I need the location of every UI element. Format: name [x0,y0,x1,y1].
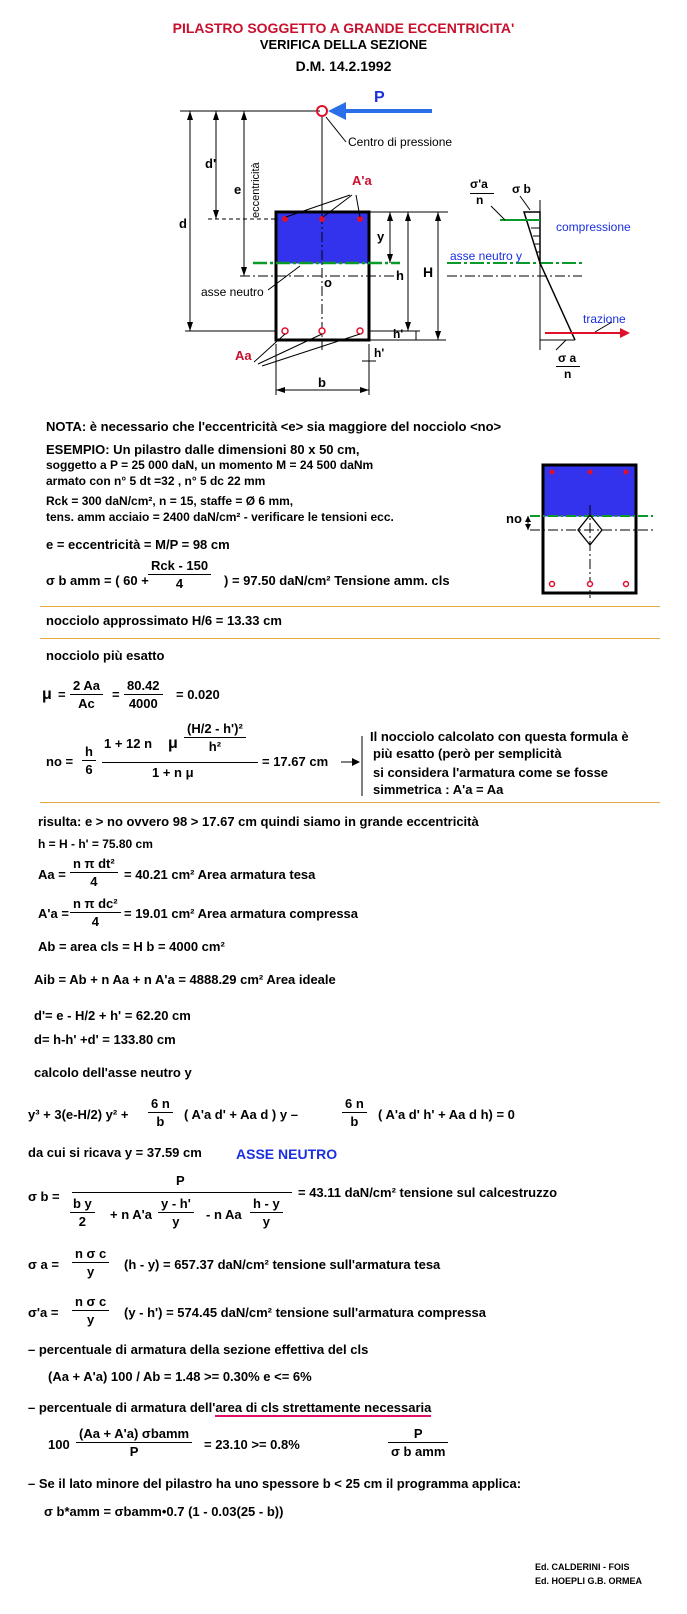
eq-sigma-b-amm-fraction: Rck - 150 4 [148,558,211,591]
eq-percent-2-prefix: – percentuale di armatura dell'area di cls strettamente necessaria [28,1400,432,1415]
dim-d: d [179,216,187,231]
eq-sigma-a-fraction: $\frac{\text{n σ c}}{y}$ [72,1246,109,1279]
eq-sigma-b-den-4: - n Aa [206,1207,242,1222]
sigma-a-n: n [564,367,572,381]
sigma-b-label: σ b [512,182,531,196]
eq-Apa-right: = 19.01 cm² Area armatura compressa [124,906,359,921]
eq-sigma-b-amm-left: σ b amm = ( 60 + [46,573,149,588]
example-line-2: soggetto a P = 25 000 daN, un momento M = 24 500 daNm [46,458,374,472]
eq-risulta: risulta: e > no ovvero 98 > 17.67 cm quindi siamo in grande eccentricità [38,814,479,829]
eq-percent-2-result: = 23.10 >= 0.8% [204,1437,300,1452]
eq-mu-fraction-1: $\frac{2 Aa}{Ac}$ [70,678,103,711]
eq-no-numerator-a: 1 + 12 n [104,736,153,751]
sigma-prime-a-label: σ'a [470,177,488,191]
eq-sigma-a-symbol: σ a = [28,1257,59,1272]
eq-no-left: no = [46,754,74,769]
eq-no-h-over-6: $\frac{h}{6}$ [82,744,96,777]
nota-text: NOTA: è necessario che l'eccentricità <e> sia maggiore del nocciolo <no> [46,419,502,434]
eq-sigma-a-result: (h - y) = 657.37 daN/cm² tensione sull'armatura tesa [124,1257,441,1272]
separator [40,802,660,803]
neutral-axis-title: ASSE NEUTRO [236,1146,338,1162]
eq-no-result: = 17.67 cm [262,754,329,769]
eq-sigma-prime-a-fraction: $\frac{\text{n σ c}}{y}$ [72,1294,109,1327]
eq-calc-axis: calcolo dell'asse neutro y [34,1065,192,1080]
eq-nocciolo-exact: nocciolo più esatto [46,648,165,663]
note-line-4: simmetrica : A'a = Aa [373,782,504,797]
label-compressed-rebar: A'a [352,173,372,188]
eq-sigma-b-den-5: $\frac{h - y}{y}$ [250,1196,283,1229]
dim-h-prime: h' [393,327,404,341]
eq-d-prime: d'= e - H/2 + h' = 62.20 cm [34,1008,191,1023]
dim-d-prime: d' [205,156,217,171]
dim-H: H [423,264,434,280]
eq-percent-2-underlined: area di cls strettamente necessaria [215,1400,432,1415]
eq-sigma-b-den-3: $\frac{y - h'}{y}$ [158,1196,194,1229]
dim-e: e [234,182,242,197]
note-line-2: più esatto (però per semplicità [373,746,562,761]
eq-percent-2-100: 100 [48,1437,70,1452]
example-line-3: armato con n° 5 dt =32 , n° 5 dc 22 mm [46,474,266,488]
eq-mu-equals: = [58,687,66,702]
eq-sigma-b-numerator: P [176,1173,185,1188]
example-line-1: ESEMPIO: Un pilastro dalle dimensioni 80 x 50 cm, [46,442,360,457]
eq-cubic-c: ( A'a d' h' + Aa d h) = 0 [378,1107,515,1122]
eq-sigma-b-den-1: $\frac{\text{b y}}{2}$ [70,1196,95,1229]
eq-mu-equals-2: = [112,687,120,702]
note-line-1: Il nocciolo calcolato con questa formula è [370,729,629,744]
norm-reference: D.M. 14.2.1992 [295,58,392,74]
eq-d: d= h-h' +d' = 133.80 cm [34,1032,176,1047]
footer-publisher-1: Ed. CALDERINI - FOIS [535,1562,630,1572]
kern-no-label: no [506,511,522,526]
pressure-center-label: Centro di pressione [348,135,453,149]
dim-h-prime-bottom: h' [374,346,385,360]
eq-mu-result: = 0.020 [176,687,220,702]
eq-sigma-b-amm-right: ) = 97.50 daN/cm² Tensione amm. cls [224,573,450,588]
eccentricity-label: eccentricità [250,162,262,218]
eq-cubic-fraction-2: $\frac{6 n}{b}$ [342,1096,367,1129]
eq-no-numerator-mu: μ [168,735,178,752]
page-title: PILASTRO SOGGETTO A GRANDE ECCENTRICITA' [172,20,515,36]
eq-sigma-b-result: = 43.11 daN/cm² tensione sul calcestruzzo [298,1185,558,1200]
neutral-axis-y-label: asse neutro y [450,249,523,263]
eq-side-condition: – Se il lato minore del pilastro ha uno spessore b < 25 cm il programma applica: [28,1476,522,1491]
eq-no-inner-fraction: $\frac{\text{(H/2 - h')²}}{\text{h²}}$ [184,721,246,754]
sigma-prime-a-n: n [476,193,484,207]
neutral-axis-label: asse neutro [201,285,264,299]
footer-publisher-2: Ed. HOEPLI G.B. ORMEA [535,1576,643,1586]
eq-mu-symbol: μ [42,686,52,703]
centroid-o: o [324,275,332,290]
dim-y: y [377,229,385,244]
traction-label: trazione [583,312,626,326]
eq-percent-2-fraction: (Aa + A'a) σbamm P [76,1426,192,1459]
eq-Aa-fraction: $\frac{\text{n π dt²}}{4}$ [70,856,118,889]
eq-sigma-b-symbol: σ b = [28,1189,60,1204]
eq-Aa-left: Aa = [38,867,66,882]
eq-Ab: Ab = area cls = H b = 4000 cm² [38,939,225,954]
eq-sigma-prime-a-symbol: σ'a = [28,1305,59,1320]
eq-side-formula: σ b*amm = σbamm•0.7 (1 - 0.03(25 - b)) [44,1504,284,1519]
load-label: P [374,89,385,106]
example-line-4: Rck = 300 daN/cm², n = 15, staffe = Ø 6 mm, [46,494,294,508]
note-line-3: si considera l'armatura come se fosse [373,765,609,780]
eq-cubic-a: y³ + 3(e-H/2) y² + [28,1107,129,1122]
eq-y-result: da cui si ricava y = 37.59 cm [28,1145,202,1160]
sigma-a-label: σ a [558,351,577,365]
eq-sigma-prime-a-result: (y - h') = 574.45 daN/cm² tensione sull'armatura compressa [124,1305,487,1320]
dim-b: b [318,375,326,390]
eq-no-denominator: 1 + n μ [152,765,194,780]
eq-sigma-b-den-2: + n A'a [110,1207,152,1222]
page-subtitle: VERIFICA DELLA SEZIONE [259,37,428,52]
eq-Aib: Aib = Ab + n Aa + n A'a = 4888.29 cm² Area ideale [34,972,336,987]
compression-label: compressione [556,220,631,234]
eq-eccentricity: e = eccentricità = M/P = 98 cm [46,537,230,552]
eq-percent-2-p-over-sigma: P σ b amm [388,1426,448,1459]
eq-h: h = H - h' = 75.80 cm [38,837,153,851]
eq-Apa-left: A'a = [38,906,69,921]
eq-mu-fraction-2: $\frac{80.42}{4000}$ [124,678,163,711]
eq-percent-1: – percentuale di armatura della sezione effettiva del cls [28,1342,369,1357]
eq-percent-1-calc: (Aa + A'a) 100 / Ab = 1.48 >= 0.30% e <= 6% [48,1369,312,1384]
dim-h: h [396,268,404,283]
example-line-5: tens. amm acciaio = 2400 daN/cm² - verificare le tensioni ecc. [46,510,394,524]
eq-Apa-fraction: $\frac{\text{n π dc²}}{4}$ [70,896,121,929]
label-tension-rebar: Aa [235,348,252,363]
eq-Aa-right: = 40.21 cm² Area armatura tesa [124,867,316,882]
eq-cubic-b: ( A'a d' + Aa d ) y – [184,1107,298,1122]
eq-nocciolo-approx: nocciolo approssimato H/6 = 13.33 cm [46,613,282,628]
eq-cubic-fraction-1: $\frac{6 n}{b}$ [148,1096,173,1129]
